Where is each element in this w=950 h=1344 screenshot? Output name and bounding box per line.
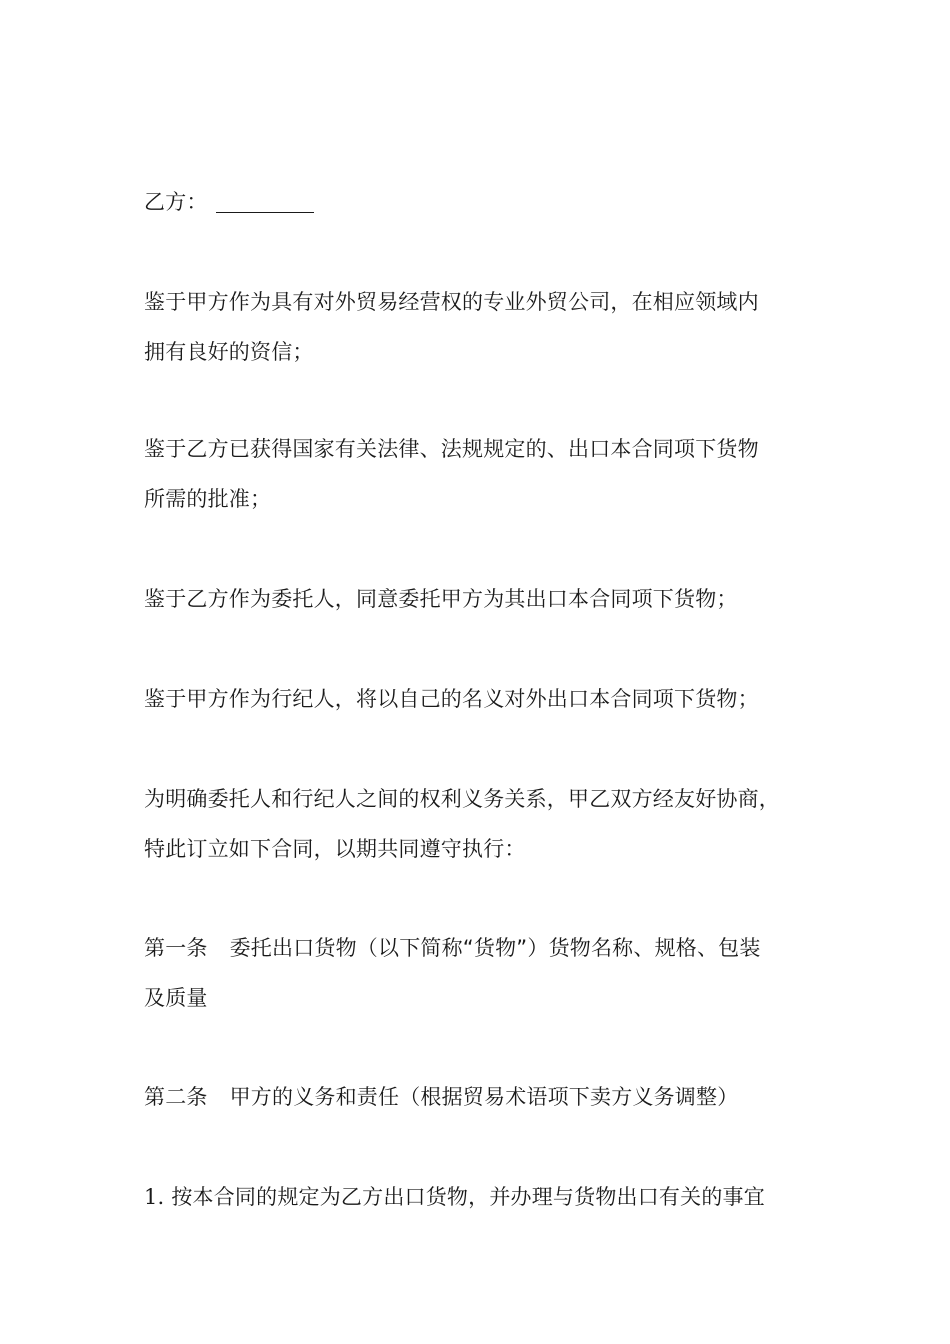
article-1-title: 委托出口货物（以下简称“货物”）货物名称、规格、包装 — [229, 936, 761, 960]
paragraph-5-line-2: 特此订立如下合同，以期共同遵守执行： — [144, 837, 526, 861]
paragraph-5-line-1: 为明确委托人和行纪人之间的权利义务关系，甲乙双方经友好协商， — [144, 787, 780, 811]
paragraph-2-line-1: 鉴于乙方已获得国家有关法律、法规规定的、出口本合同项下货物 — [144, 437, 759, 461]
article-1-title-continued: 及质量 — [144, 986, 208, 1010]
party-b-label: 乙方： — [144, 190, 208, 214]
item-1-text: 按本合同的规定为乙方出口货物，并办理与货物出口有关的事宜 — [171, 1185, 765, 1209]
item-1-number: 1. — [144, 1185, 165, 1209]
article-2-heading — [144, 1084, 738, 1110]
item-1 — [144, 1184, 765, 1210]
paragraph-1-line-1: 鉴于甲方作为具有对外贸易经营权的专业外贸公司，在相应领域内 — [144, 290, 759, 314]
party-b-line — [144, 189, 314, 215]
party-b-blank — [216, 192, 314, 213]
paragraph-1-line-2: 拥有良好的资信； — [144, 340, 314, 364]
article-2-title: 甲方的义务和责任（根据贸易术语项下卖方义务调整） — [229, 1085, 739, 1109]
article-2-number: 第二条 — [144, 1085, 208, 1109]
article-1-heading — [144, 935, 761, 961]
paragraph-2-line-2: 所需的批准； — [144, 487, 272, 511]
article-1-number: 第一条 — [144, 936, 208, 960]
paragraph-3-line-1: 鉴于乙方作为委托人，同意委托甲方为其出口本合同项下货物； — [144, 587, 738, 611]
paragraph-4-line-1: 鉴于甲方作为行纪人，将以自己的名义对外出口本合同项下货物； — [144, 687, 759, 711]
